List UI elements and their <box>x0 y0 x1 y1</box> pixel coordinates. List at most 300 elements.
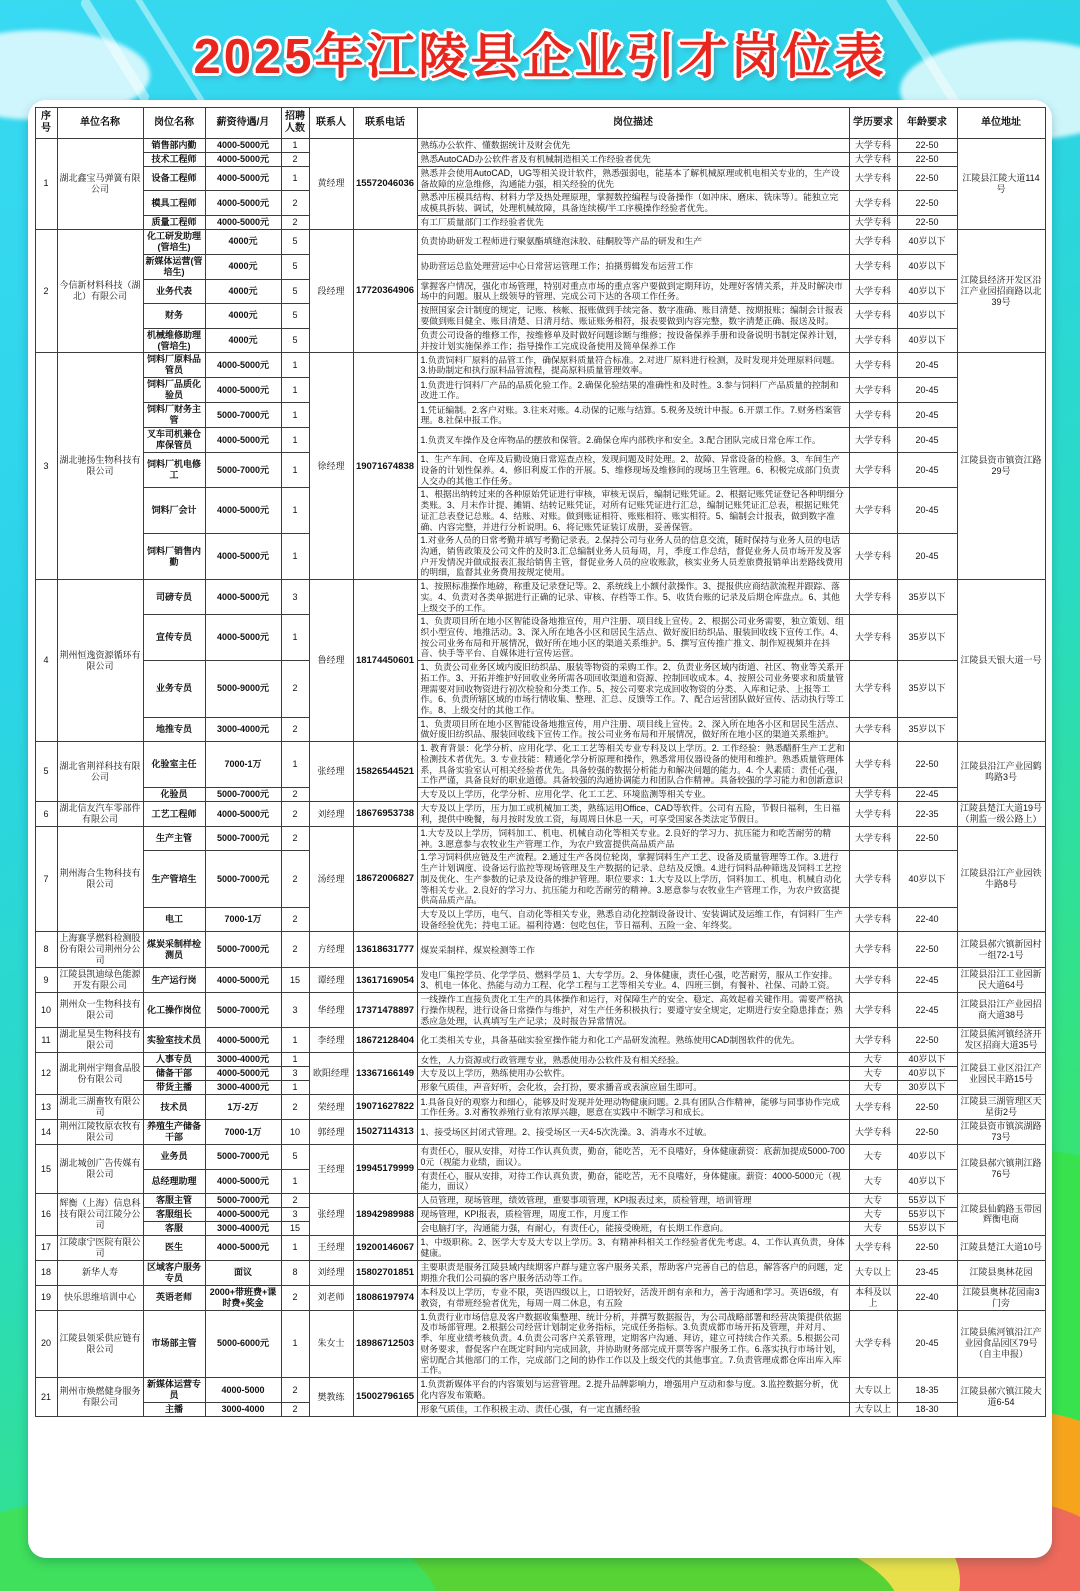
position-name-cell: 实验室技术员 <box>143 1028 205 1053</box>
seq-cell: 13 <box>35 1095 57 1120</box>
age-requirement-cell: 22-50 <box>897 215 957 229</box>
education-cell: 大学专科 <box>849 191 897 215</box>
header-count: 招聘人数 <box>281 108 309 139</box>
headcount-cell: 1 <box>281 1081 309 1095</box>
table-row <box>35 1169 1045 1193</box>
header-education: 学历要求 <box>849 108 897 139</box>
education-cell: 大学专科 <box>849 717 897 741</box>
position-name-cell: 宣传专员 <box>143 615 205 661</box>
company-address-cell: 江陵县郝穴镇荆江路76号 <box>957 1145 1045 1194</box>
job-description-cell: 1.负责叉车操作及仓库物品的摆放和保管。2.确保仓库内部秩序和安全。3.配合团队完成日常仓库工作。 <box>417 428 849 453</box>
salary-cell: 7000-1万 <box>205 742 281 788</box>
education-cell: 大学专科 <box>849 661 897 718</box>
salary-cell: 5000-7000元 <box>205 453 281 488</box>
job-description-cell: 现场管理，KPI报表，质检管理，周度工作，月度工作 <box>417 1208 849 1222</box>
age-requirement-cell: 22-50 <box>897 191 957 215</box>
education-cell: 大学专科 <box>849 802 897 827</box>
table-row <box>35 139 1045 153</box>
contact-phone-cell: 13618631777 <box>353 932 417 968</box>
position-name-cell: 饲料厂品质化验员 <box>143 378 205 403</box>
education-cell: 大学专科 <box>849 378 897 403</box>
contact-person-cell: 汤经理 <box>309 826 353 931</box>
contact-phone-cell: 15826544521 <box>353 742 417 802</box>
headcount-cell: 1 <box>281 353 309 378</box>
age-requirement-cell: 40岁以下 <box>897 1145 957 1169</box>
table-row <box>35 1028 1045 1053</box>
company-address-cell: 江陵县仙鹤路玉带园辉衡电商 <box>957 1194 1045 1236</box>
table-row <box>35 215 1045 229</box>
headcount-cell: 2 <box>281 152 309 166</box>
education-cell: 大专 <box>849 1067 897 1081</box>
position-name-cell: 客服组长 <box>143 1208 205 1222</box>
contact-person-cell: 张经理 <box>309 742 353 802</box>
position-name-cell: 化工操作岗位 <box>143 993 205 1028</box>
salary-cell: 5000-7000元 <box>205 851 281 908</box>
salary-cell: 5000-7000元 <box>205 826 281 850</box>
contact-phone-cell: 15572046036 <box>353 139 417 230</box>
salary-cell: 4000-5000元 <box>205 378 281 403</box>
company-name-cell: 快乐思维培训中心 <box>57 1285 143 1310</box>
seq-cell: 14 <box>35 1120 57 1145</box>
seq-cell: 6 <box>35 802 57 827</box>
position-name-cell: 饲料厂会计 <box>143 488 205 534</box>
age-requirement-cell: 40岁以下 <box>897 1169 957 1193</box>
jobs-table-card <box>28 100 1052 1558</box>
age-requirement-cell: 22-35 <box>897 802 957 827</box>
headcount-cell: 1 <box>281 428 309 453</box>
table-row <box>35 304 1045 328</box>
salary-cell: 面议 <box>205 1260 281 1285</box>
salary-cell: 5000-7000元 <box>205 1145 281 1169</box>
table-row <box>35 993 1045 1028</box>
salary-cell: 4000-5000元 <box>205 1169 281 1193</box>
header-phone: 联系电话 <box>353 108 417 139</box>
age-requirement-cell: 22-50 <box>897 1120 957 1145</box>
contact-person-cell: 刘经理 <box>309 802 353 827</box>
table-row <box>35 1403 1045 1417</box>
table-row <box>35 1194 1045 1208</box>
education-cell: 大专 <box>849 1194 897 1208</box>
position-name-cell: 主播 <box>143 1403 205 1417</box>
position-name-cell: 地推专员 <box>143 717 205 741</box>
job-description-cell: 大专及以上学历，熟练使用办公软件。 <box>417 1067 849 1081</box>
position-name-cell: 生产主管 <box>143 826 205 850</box>
table-row <box>35 580 1045 615</box>
position-name-cell: 市场部主管 <box>143 1310 205 1377</box>
education-cell: 大学专科 <box>849 1028 897 1053</box>
company-name-cell: 江陵县凯迪绿色能源开发有限公司 <box>57 968 143 993</box>
position-name-cell: 饲料厂财务主管 <box>143 403 205 428</box>
position-name-cell: 带货主播 <box>143 1081 205 1095</box>
company-name-cell: 湖北城创广告传媒有限公司 <box>57 1145 143 1194</box>
headcount-cell: 2 <box>281 717 309 741</box>
company-name-cell: 上海赛孚燃料检测股份有限公司荆州分公司 <box>57 932 143 968</box>
header-age: 年龄要求 <box>897 108 957 139</box>
contact-person-cell: 方经理 <box>309 932 353 968</box>
seq-cell: 9 <box>35 968 57 993</box>
salary-cell: 4000元 <box>205 279 281 303</box>
table-row <box>35 1235 1045 1260</box>
company-address-cell: 江陵县楚江大道19号（荆监一级公路上） <box>957 802 1045 827</box>
table-row <box>35 1208 1045 1222</box>
company-address-cell: 江陵县沿江产业园鹤鸣路3号 <box>957 742 1045 802</box>
job-description-cell: 1.凭证编制。2.客户对账。3.往来对账。4.动保的记账与结算。5.税务及统计申报。6.开票工作。7.财务档案管理。8.社保申报工作。 <box>417 403 849 428</box>
table-row <box>35 932 1045 968</box>
salary-cell: 4000-5000元 <box>205 139 281 153</box>
headcount-cell: 1 <box>281 166 309 190</box>
salary-cell: 5000-9000元 <box>205 661 281 718</box>
table-row <box>35 534 1045 580</box>
headcount-cell: 2 <box>281 661 309 718</box>
company-address-cell: 江陵县郝穴镇江陵大道6-54 <box>957 1378 1045 1417</box>
salary-cell: 5000-7000元 <box>205 788 281 802</box>
salary-cell: 4000元 <box>205 304 281 328</box>
company-address-cell: 江陵县经济开发区沿江产业园招商路以北39号 <box>957 229 1045 353</box>
age-requirement-cell: 20-45 <box>897 428 957 453</box>
table-row <box>35 1310 1045 1377</box>
education-cell: 大学专科 <box>849 279 897 303</box>
seq-cell: 21 <box>35 1378 57 1417</box>
salary-cell: 4000-5000 <box>205 1378 281 1403</box>
headcount-cell: 1 <box>281 403 309 428</box>
salary-cell: 4000-5000元 <box>205 802 281 827</box>
headcount-cell: 15 <box>281 1221 309 1235</box>
table-row <box>35 1285 1045 1310</box>
header-address: 单位地址 <box>957 108 1045 139</box>
age-requirement-cell: 22-40 <box>897 908 957 932</box>
age-requirement-cell: 22-50 <box>897 742 957 788</box>
contact-phone-cell: 19200146067 <box>353 1235 417 1260</box>
position-name-cell: 化验员 <box>143 788 205 802</box>
age-requirement-cell: 40岁以下 <box>897 279 957 303</box>
education-cell: 大学专科 <box>849 534 897 580</box>
education-cell: 大学专科 <box>849 152 897 166</box>
position-name-cell: 生产管培生 <box>143 851 205 908</box>
age-requirement-cell: 20-45 <box>897 403 957 428</box>
table-row <box>35 428 1045 453</box>
position-name-cell: 电工 <box>143 908 205 932</box>
age-requirement-cell: 22-50 <box>897 1095 957 1120</box>
education-cell: 大专 <box>849 1053 897 1067</box>
job-description-cell: 1.对业务人员的日常考勤并填写考勤记录表。2.保持公司与业务人员的信息交流，随时保持与业务人员的电话沟通，销售政策及公司文件的及时3.汇总编制业务人员每周，月，季度工作总结，督促业务人员市场开发及客户开发情况并做成报表汇报给销售主管，督促业务人员的应收账款，核实业务人员差旅费报销单出差路线费用的明细，监督其业务费用按规定使用。 <box>417 534 849 580</box>
job-description-cell: 1.具备良好的观察力和细心，能够及时发现并处理动物健康问题。2.具有团队合作精神，能够与同事协作完成工作任务。3.对畜牧养殖行业有浓厚兴趣，愿意在实践中不断学习和成长。 <box>417 1095 849 1120</box>
headcount-cell: 2 <box>281 826 309 850</box>
salary-cell: 1万-2万 <box>205 1095 281 1120</box>
salary-cell: 4000-5000元 <box>205 968 281 993</box>
table-row <box>35 908 1045 932</box>
job-description-cell: 1、中级职称。2、医学大专及大专以上学历。3、有精神科相关工作经验者优先考虑。4、工作认真负责，身体健康。 <box>417 1235 849 1260</box>
contact-phone-cell: 19071627822 <box>353 1095 417 1120</box>
contact-phone-cell: 19071674838 <box>353 353 417 580</box>
headcount-cell: 2 <box>281 1285 309 1310</box>
contact-phone-cell: 15802701851 <box>353 1260 417 1285</box>
position-name-cell: 饲料厂机电修工 <box>143 453 205 488</box>
age-requirement-cell: 22-50 <box>897 826 957 850</box>
company-name-cell: 辉衡（上海）信息科技有限公司江陵分公司 <box>57 1194 143 1236</box>
salary-cell: 5000-6000元 <box>205 1310 281 1377</box>
company-name-cell: 荆州众一生物科技有限公司 <box>57 993 143 1028</box>
table-row <box>35 1067 1045 1081</box>
age-requirement-cell: 20-45 <box>897 378 957 403</box>
seq-cell: 5 <box>35 742 57 802</box>
company-address-cell: 江陵县楚江大道10号 <box>957 1235 1045 1260</box>
header-salary: 薪资待遇/月 <box>205 108 281 139</box>
contact-person-cell: 郭经理 <box>309 1120 353 1145</box>
company-name-cell: 湖北信友汽车零部件有限公司 <box>57 802 143 827</box>
headcount-cell: 2 <box>281 851 309 908</box>
header-description: 岗位描述 <box>417 108 849 139</box>
contact-person-cell: 张经理 <box>309 1194 353 1236</box>
seq-cell: 4 <box>35 580 57 742</box>
education-cell: 大学专科 <box>849 968 897 993</box>
education-cell: 大学专科 <box>849 353 897 378</box>
salary-cell: 4000元 <box>205 254 281 279</box>
contact-person-cell: 黄经理 <box>309 139 353 230</box>
age-requirement-cell: 55岁以下 <box>897 1194 957 1208</box>
contact-phone-cell: 19945179999 <box>353 1145 417 1194</box>
contact-person-cell: 王经理 <box>309 1235 353 1260</box>
table-row <box>35 191 1045 215</box>
table-row <box>35 1145 1045 1169</box>
headcount-cell: 8 <box>281 1260 309 1285</box>
headcount-cell: 1 <box>281 453 309 488</box>
salary-cell: 4000-5000元 <box>205 191 281 215</box>
salary-cell: 5000-7000元 <box>205 932 281 968</box>
company-address-cell: 江陵县江陵大道114号 <box>957 139 1045 230</box>
company-name-cell: 湖北驰扬生物科技有限公司 <box>57 353 143 580</box>
salary-cell: 3000-4000元 <box>205 1053 281 1067</box>
age-requirement-cell: 22-50 <box>897 932 957 968</box>
age-requirement-cell: 35岁以下 <box>897 717 957 741</box>
age-requirement-cell: 22-50 <box>897 1235 957 1260</box>
salary-cell: 2000+带班费+课时费+奖金 <box>205 1285 281 1310</box>
education-cell: 大学专科 <box>849 229 897 254</box>
education-cell: 大学专科 <box>849 1235 897 1260</box>
age-requirement-cell: 20-45 <box>897 488 957 534</box>
position-name-cell: 业务员 <box>143 1145 205 1169</box>
job-description-cell: 1.负责行业市场信息及客户数据收集整理、统计分析，并撰写数据报告，为公司战略部署和经营决策提供依据及市场部管理。2.根据公司经营计划制定业务指标，完成任务指标。3.负责成都市场开拓及管理，并对月、季、年度业绩考核负责。4.负责公司客户关系管理，定期客户沟通、拜访，建立可持续合作关系。5.根据公司财务要求，督促客户在既定时间内完成回款，并协助财务部完成开票等客户服务工作。6.落实执行市场计划，密切配合其他部门的工作，完成部门之间的协作工作以及上级交代的其他事宜。7.负责管理成都仓库出库入库工作。 <box>417 1310 849 1377</box>
seq-cell: 17 <box>35 1235 57 1260</box>
age-requirement-cell: 22-45 <box>897 968 957 993</box>
headcount-cell: 1 <box>281 488 309 534</box>
contact-person-cell: 华经理 <box>309 993 353 1028</box>
job-description-cell: 熟悉AutoCAD办公软件者及有机械制造相关工作经验者优先 <box>417 152 849 166</box>
headcount-cell: 2 <box>281 932 309 968</box>
salary-cell: 5000-7000元 <box>205 993 281 1028</box>
headcount-cell: 3 <box>281 993 309 1028</box>
position-name-cell: 饲料厂原料品管员 <box>143 353 205 378</box>
contact-person-cell: 李经理 <box>309 1028 353 1053</box>
company-name-cell: 荆州海合生物科技有限公司 <box>57 826 143 931</box>
headcount-cell: 3 <box>281 1208 309 1222</box>
position-name-cell: 财务 <box>143 304 205 328</box>
job-description-cell: 1.大专及以上学历，饲料加工、机电、机械自动化等相关专业。2.良好的学习力、抗压能力和吃苦耐劳的精神。3.愿意参与农牧业生产管理工作，为农户致富提供高品质产品 <box>417 826 849 850</box>
age-requirement-cell: 20-45 <box>897 453 957 488</box>
position-name-cell: 叉车司机兼仓库保管员 <box>143 428 205 453</box>
headcount-cell: 1 <box>281 1235 309 1260</box>
education-cell: 大专以上 <box>849 1260 897 1285</box>
position-name-cell: 工艺工程师 <box>143 802 205 827</box>
headcount-cell: 1 <box>281 615 309 661</box>
salary-cell: 4000元 <box>205 328 281 353</box>
table-row <box>35 1095 1045 1120</box>
education-cell: 大学专科 <box>849 428 897 453</box>
education-cell: 大学专科 <box>849 1120 897 1145</box>
education-cell: 大学专科 <box>849 615 897 661</box>
age-requirement-cell: 40岁以下 <box>897 254 957 279</box>
salary-cell: 4000-5000元 <box>205 1028 281 1053</box>
headcount-cell: 5 <box>281 229 309 254</box>
company-address-cell: 江陵县沿江产业园招商大道38号 <box>957 993 1045 1028</box>
contact-phone-cell: 15002796165 <box>353 1378 417 1417</box>
table-row <box>35 1260 1045 1285</box>
education-cell: 大学专科 <box>849 488 897 534</box>
headcount-cell: 1 <box>281 1028 309 1053</box>
company-name-cell: 湖北荆州宇翔食品股份有限公司 <box>57 1053 143 1095</box>
position-name-cell: 技术员 <box>143 1095 205 1120</box>
headcount-cell: 1 <box>281 534 309 580</box>
company-name-cell: 新华人寿 <box>57 1260 143 1285</box>
seq-cell: 2 <box>35 229 57 353</box>
job-description-cell: 1. 教育背景：化学分析、应用化学、化工工艺等相关专业专科及以上学历。2. 工作经验：熟悉醋酐生产工艺和检测技术者优先。3. 专业技能：精通化学分析原理和操作，熟悉常用仪器设备的使用和维护。熟悉质量管理体系，具备实验室认可相关经验者优先。具备较强的数据分析能力和解决问题的能力。4. 个人素质：责任心强，工作严谨，具备良好的职业道德。具备较强的沟通协调能力和团队合作精神。具备较强的学习能力和创新意识 <box>417 742 849 788</box>
age-requirement-cell: 22-45 <box>897 993 957 1028</box>
job-description-cell: 人员管理，现场管理，绩效管理，重要事项管理，KPI报表过来，质检管理，培训管理 <box>417 1194 849 1208</box>
education-cell: 大学专科 <box>849 328 897 353</box>
headcount-cell: 3 <box>281 1067 309 1081</box>
age-requirement-cell: 35岁以下 <box>897 580 957 615</box>
job-description-cell: 熟悉冲压模具结构、材料力学及热处理原理，掌握数控编程与设备操作（如冲床、磨床、铣床等）。能独立完成模具拆装、调试，处理机械故障，具备连续模/半工序模操作经验者优先。 <box>417 191 849 215</box>
company-name-cell: 湖北省荆祥科技有限公司 <box>57 742 143 802</box>
age-requirement-cell: 40岁以下 <box>897 304 957 328</box>
table-row <box>35 968 1045 993</box>
job-description-cell: 1.学习饲料供应链及生产流程。2.通过生产各岗位轮岗，掌握饲料生产工艺、设备及质量管理等工作。3.进行生产计划调度、设备运行监控等现场管理及生产数据的记录、总结及反馈。4.进行饲料品种筛选及饲料工艺控制及优化、生产参数的记录及设备的维护管理。职位要求：1.大专及以上学历，饲料加工、机电、机械自动化等相关专业。2.良好的学习力、抗压能力和吃苦耐劳的精神。3.愿意参与农牧业生产管理工作，为农户致富提供高品质产品。 <box>417 851 849 908</box>
seq-cell: 12 <box>35 1053 57 1095</box>
job-description-cell: 会电脑打字，沟通能力强，有耐心，有责任心，能接受晚班，有长期工作意向。 <box>417 1221 849 1235</box>
salary-cell: 4000-5000元 <box>205 428 281 453</box>
contact-person-cell: 朱女士 <box>309 1310 353 1377</box>
job-description-cell: 熟悉并会使用AutoCAD，UG等相关设计软件，熟悉强弱电，能基本了解机械原理或机电相关专业的，生产设备故障的应急维修，沟通能力强，相关经验的优先 <box>417 166 849 190</box>
table-row <box>35 488 1045 534</box>
headcount-cell: 15 <box>281 968 309 993</box>
age-requirement-cell: 20-45 <box>897 353 957 378</box>
education-cell: 大学专科 <box>849 215 897 229</box>
salary-cell: 5000-7000元 <box>205 403 281 428</box>
contact-person-cell: 刘老师 <box>309 1285 353 1310</box>
age-requirement-cell: 22-45 <box>897 788 957 802</box>
seq-cell: 15 <box>35 1145 57 1194</box>
table-header-row <box>35 108 1045 139</box>
education-cell: 大学专科 <box>849 453 897 488</box>
age-requirement-cell: 22-50 <box>897 152 957 166</box>
education-cell: 大学专科 <box>849 932 897 968</box>
job-description-cell: 熟练办公软件、懂数据统计及财会优先 <box>417 139 849 153</box>
contact-phone-cell: 18174450601 <box>353 580 417 742</box>
job-description-cell: 煤炭采制样、煤炭检测等工作 <box>417 932 849 968</box>
table-row <box>35 717 1045 741</box>
position-name-cell: 煤炭采制样检测员 <box>143 932 205 968</box>
education-cell: 大学专科 <box>849 1310 897 1377</box>
table-row <box>35 661 1045 718</box>
seq-cell: 3 <box>35 353 57 580</box>
position-name-cell: 机械维修助理(管培生) <box>143 328 205 353</box>
education-cell: 大专以上 <box>849 1403 897 1417</box>
age-requirement-cell: 55岁以下 <box>897 1208 957 1222</box>
age-requirement-cell: 22-40 <box>897 1285 957 1310</box>
table-row <box>35 802 1045 827</box>
table-row <box>35 229 1045 254</box>
company-address-cell: 江陵县资市镇滨湖路73号 <box>957 1120 1045 1145</box>
headcount-cell: 2 <box>281 908 309 932</box>
job-description-cell: 1.负责进行饲料厂产品的品质化验工作。2.确保化验结果的准确性和及时性。3.参与饲料厂产品质量的控制和改进工作。 <box>417 378 849 403</box>
company-name-cell: 湖北星昊生物科技有限公司 <box>57 1028 143 1053</box>
headcount-cell: 5 <box>281 1145 309 1169</box>
headcount-cell: 1 <box>281 1053 309 1067</box>
table-row <box>35 166 1045 190</box>
header-seq: 序号 <box>35 108 57 139</box>
headcount-cell: 2 <box>281 1194 309 1208</box>
contact-phone-cell: 15027114313 <box>353 1120 417 1145</box>
position-name-cell: 司磅专员 <box>143 580 205 615</box>
headcount-cell: 1 <box>281 742 309 788</box>
salary-cell: 4000-5000元 <box>205 215 281 229</box>
age-requirement-cell: 18-30 <box>897 1403 957 1417</box>
education-cell: 大专 <box>849 1081 897 1095</box>
age-requirement-cell: 22-50 <box>897 139 957 153</box>
table-row <box>35 152 1045 166</box>
salary-cell: 4000-5000元 <box>205 580 281 615</box>
company-address-cell: 江陵县郝穴镇新园村一组72-1号 <box>957 932 1045 968</box>
company-address-cell: 江陵县工业区沿江产业园民丰路15号 <box>957 1053 1045 1095</box>
salary-cell: 4000-5000元 <box>205 1208 281 1222</box>
table-row <box>35 826 1045 850</box>
salary-cell: 4000-5000元 <box>205 152 281 166</box>
salary-cell: 4000-5000元 <box>205 166 281 190</box>
age-requirement-cell: 35岁以下 <box>897 661 957 718</box>
contact-phone-cell: 18672128404 <box>353 1028 417 1053</box>
position-name-cell: 业务代表 <box>143 279 205 303</box>
table-row <box>35 1221 1045 1235</box>
seq-cell: 1 <box>35 139 57 230</box>
age-requirement-cell: 40岁以下 <box>897 851 957 908</box>
jobs-table <box>35 107 1046 1417</box>
table-row <box>35 403 1045 428</box>
contact-person-cell: 荣经理 <box>309 1095 353 1120</box>
headcount-cell: 2 <box>281 215 309 229</box>
company-name-cell: 湖北鑫宝马弹簧有限公司 <box>57 139 143 230</box>
position-name-cell: 技术工程师 <box>143 152 205 166</box>
salary-cell: 7000-1万 <box>205 908 281 932</box>
education-cell: 大学专科 <box>849 788 897 802</box>
header-contact: 联系人 <box>309 108 353 139</box>
education-cell: 大学专科 <box>849 254 897 279</box>
headcount-cell: 2 <box>281 1403 309 1417</box>
job-description-cell: 女性，人力资源或行政管理专业，熟悉使用办公软件及有相关经验。 <box>417 1053 849 1067</box>
seq-cell: 19 <box>35 1285 57 1310</box>
salary-cell: 3000-4000 <box>205 1403 281 1417</box>
job-description-cell: 负责协助研发工程师进行聚氨酯填缝泡沫胶、硅酮胶等产品的研发和生产 <box>417 229 849 254</box>
job-description-cell: 有工厂质量部门工作经验者优先 <box>417 215 849 229</box>
contact-person-cell: 刘经理 <box>309 1260 353 1285</box>
contact-phone-cell: 17371478897 <box>353 993 417 1028</box>
headcount-cell: 5 <box>281 254 309 279</box>
contact-person-cell: 鲁经理 <box>309 580 353 742</box>
age-requirement-cell: 40岁以下 <box>897 229 957 254</box>
contact-phone-cell: 17720364906 <box>353 229 417 353</box>
education-cell: 大专以上 <box>849 1378 897 1403</box>
position-name-cell: 化工研发助理(管培生) <box>143 229 205 254</box>
seq-cell: 18 <box>35 1260 57 1285</box>
education-cell: 大学专科 <box>849 1095 897 1120</box>
